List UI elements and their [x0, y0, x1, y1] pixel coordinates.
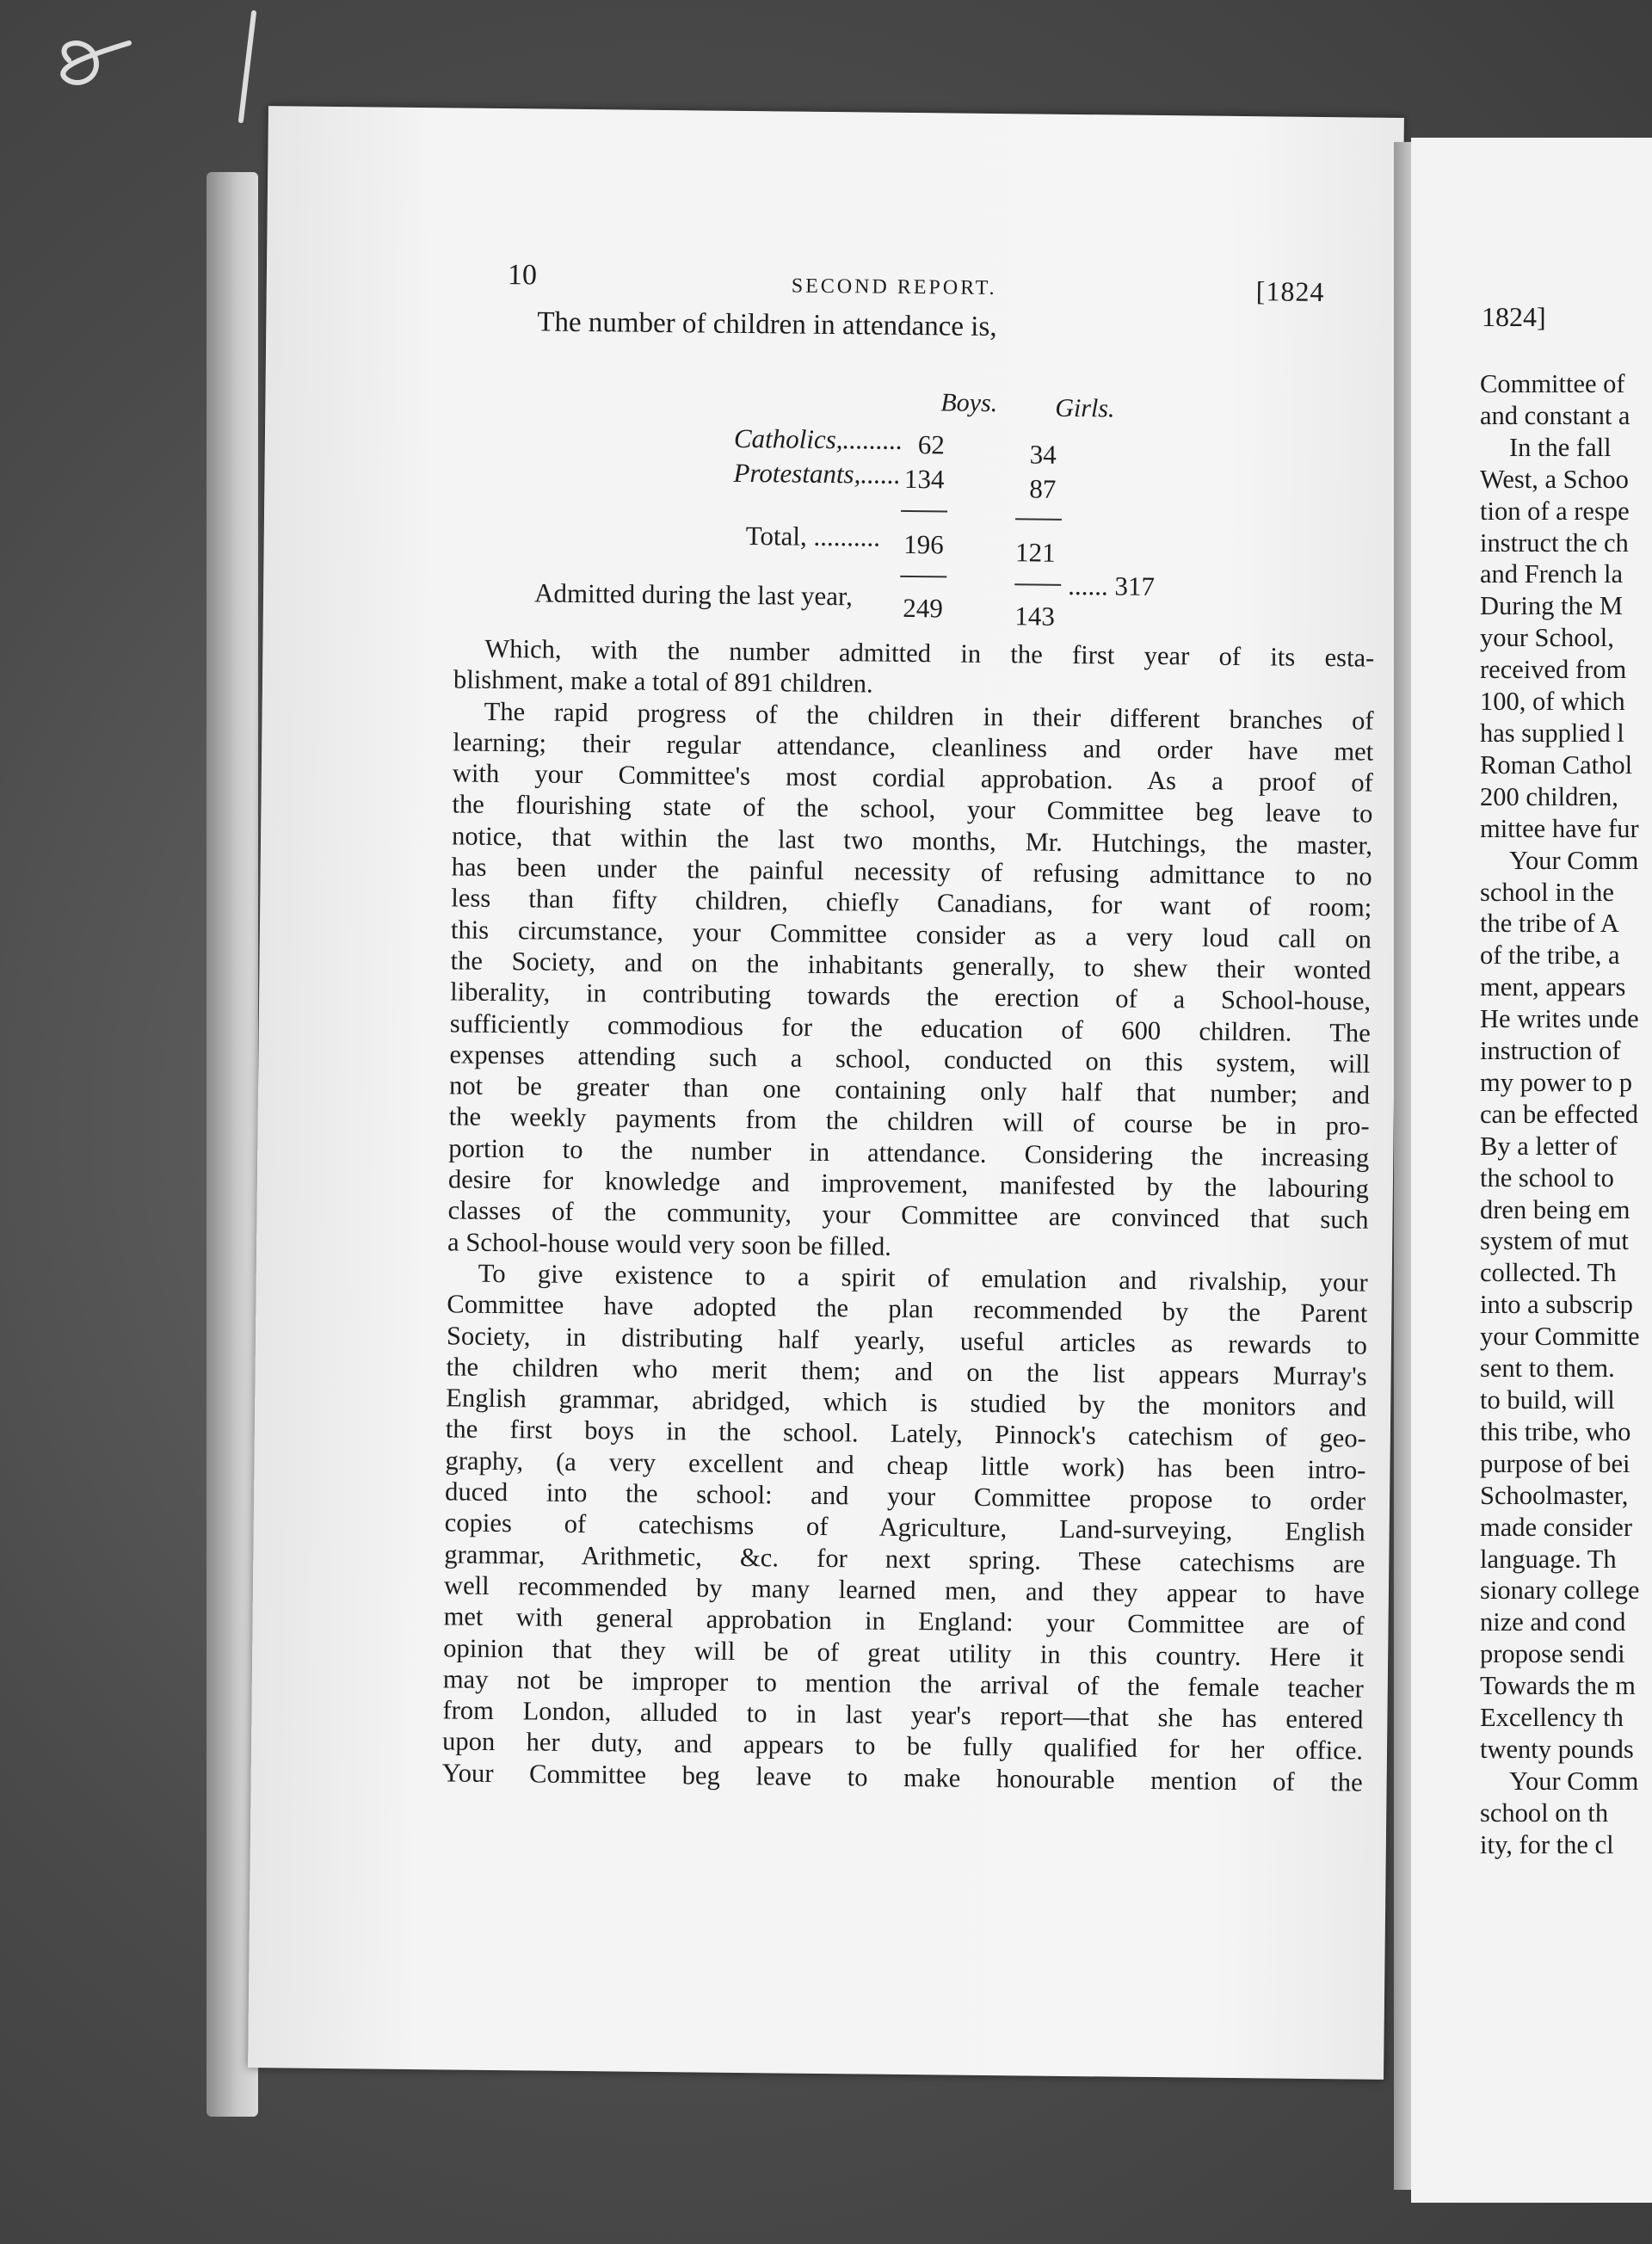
right-text-line: this tribe, who — [1480, 1416, 1631, 1446]
text-line: desire for knowledge and improvement, manifested by the labouring — [447, 1164, 1370, 1204]
text-line: a School-house would very soon be filled. — [447, 1227, 892, 1261]
text-line: classes of the community, your Committee are convinced that such — [447, 1195, 1369, 1235]
right-text-line: instruct the ch — [1480, 527, 1629, 558]
right-text-line: has supplied l — [1480, 718, 1624, 748]
right-text-line: tion of a respe — [1480, 496, 1630, 526]
right-text-line: school in the — [1480, 877, 1614, 907]
right-text-line: propose sendi — [1480, 1639, 1625, 1669]
col-header-girls: Girls. — [1055, 393, 1115, 423]
cell-catholics-girls: 34 — [1029, 439, 1057, 470]
right-text-line: twenty pounds — [1480, 1734, 1634, 1764]
right-text-line: instruction of — [1480, 1036, 1621, 1066]
right-text-line: In the fall — [1509, 432, 1612, 462]
right-text-line: language. Th — [1480, 1544, 1617, 1574]
rule — [901, 510, 947, 513]
cell-protestants-girls: 87 — [1029, 473, 1057, 504]
text-line: met with general approbation in England: your Committee are of — [443, 1601, 1365, 1641]
right-text-line: By a letter of — [1480, 1131, 1618, 1161]
right-text-line: nize and cond — [1480, 1607, 1626, 1637]
right-text-line: the tribe of A — [1480, 909, 1619, 939]
right-text-line: Excellency th — [1480, 1703, 1624, 1733]
handwritten-pencil-mark — [34, 9, 258, 129]
running-title: SECOND REPORT. — [791, 274, 997, 300]
text-line: To give existence to a spirit of emulation and rivalship, your — [478, 1258, 1368, 1298]
right-text-line: West, a Schoo — [1480, 464, 1629, 494]
right-page — [1411, 138, 1652, 2203]
right-text-line: Roman Cathol — [1480, 749, 1633, 780]
text-line: Which, with the number admitted in the first year of its esta- — [484, 633, 1375, 673]
cell-admitted-girls: 143 — [1014, 601, 1055, 632]
right-text-line: collected. Th — [1480, 1258, 1617, 1288]
right-text-line: During the M — [1480, 591, 1624, 621]
right-text-line: the school to — [1480, 1162, 1614, 1193]
text-line: portion to the number in attendance. Considering the increasing — [448, 1133, 1370, 1173]
right-page-text — [1480, 368, 1640, 1861]
text-line: grammar, Arithmetic, &c. for next spring. These catechisms are — [444, 1538, 1365, 1579]
row-label-catholics: Catholics,......... — [733, 422, 903, 455]
right-text-line: to build, will — [1480, 1385, 1615, 1415]
text-line: not be greater than one containing only half that number; and — [448, 1070, 1371, 1110]
cell-total-boys: 196 — [903, 528, 944, 560]
text-line: Your Committee beg leave to make honourable mention of the — [441, 1758, 1363, 1797]
text-line: well recommended by many learned men, and they appear to have — [443, 1570, 1365, 1610]
cell-catholics-boys: 62 — [917, 429, 946, 460]
right-text-line: Your Comm — [1509, 845, 1639, 875]
right-text-line: Committee of — [1480, 369, 1625, 398]
left-page — [248, 106, 1404, 2080]
text-line: the Society, and on the inhabitants generally, to shew their wonted — [450, 946, 1372, 985]
text-line: expenses attending such a school, conducted on this system, will — [449, 1039, 1371, 1079]
row-label-admitted: Admitted during the last year, — [533, 577, 854, 612]
text-line: blishment, make a total of 891 children. — [453, 664, 873, 699]
right-text-line: mittee have fur — [1480, 813, 1639, 843]
text-line: upon her duty, and appears to be fully qualified for her office. — [441, 1726, 1364, 1766]
text-line: this circumstance, your Committee consider as a very loud call on — [450, 915, 1372, 954]
text-line: English grammar, abridged, which is studied by the monitors and — [446, 1383, 1367, 1422]
body-text — [442, 632, 1375, 1797]
right-text-line: 100, of which — [1480, 687, 1625, 717]
row-label-total: Total, .......... — [745, 520, 881, 552]
right-text-line: and French la — [1480, 559, 1623, 589]
rule — [1014, 583, 1061, 586]
text-line: sufficiently commodious for the education of 600 children. The — [449, 1008, 1371, 1048]
text-line: notice, that within the last two months, Mr. Hutchings, the master, — [451, 821, 1373, 860]
right-text-line: your Committe — [1480, 1322, 1640, 1352]
cell-total-girls: 121 — [1014, 537, 1056, 568]
text-line: has been under the painful necessity of refusing admittance to no — [451, 852, 1372, 891]
right-text-line: Your Comm — [1509, 1766, 1639, 1796]
right-text-line: school on th — [1480, 1797, 1609, 1828]
right-text-line: ment, appears — [1480, 972, 1626, 1002]
text-line: The rapid progress of the children in their different branches of — [484, 696, 1374, 736]
right-text-line: Schoolmaster, — [1480, 1480, 1629, 1510]
text-line: liberality, in contributing towards the erection of a School-house, — [450, 977, 1372, 1016]
text-line: from London, alluded to in last year's report—that she has entered — [442, 1695, 1364, 1735]
text-line: copies of catechisms of Agriculture, Land-surveying, English — [444, 1507, 1365, 1547]
text-line: less than fifty children, chiefly Canadians, for want of room; — [451, 883, 1372, 923]
rule — [1015, 518, 1062, 521]
right-text-line: He writes unde — [1480, 1004, 1639, 1034]
right-text-line: my power to p — [1480, 1067, 1633, 1097]
right-text-line: your School, — [1480, 623, 1614, 653]
col-header-boys: Boys. — [940, 388, 998, 418]
book-gutter — [1394, 142, 1411, 2190]
text-line: Society, in distributing half yearly, useful articles as rewards to — [446, 1320, 1368, 1360]
right-year-bracket: 1824] — [1482, 301, 1546, 332]
text-line: with your Committee's most cordial approbation. As a proof of — [452, 758, 1373, 798]
right-text-line: Towards the m — [1480, 1671, 1636, 1701]
cell-admitted-boys: 249 — [903, 592, 944, 624]
right-text-line: can be effected — [1480, 1099, 1638, 1129]
text-line: Committee have adopted the plan recommended by the Parent — [447, 1289, 1368, 1329]
rule — [900, 576, 946, 578]
right-text-line: sent to them. — [1480, 1353, 1615, 1384]
right-text-line: sionary college — [1480, 1575, 1640, 1606]
page-number: 10 — [507, 259, 538, 292]
text-line: the weekly payments from the children will of course be in pro- — [448, 1101, 1370, 1142]
right-text-line: made consider — [1480, 1512, 1632, 1542]
right-text-line: received from — [1480, 655, 1627, 685]
text-line: graphy, (a very excellent and cheap little work) has been intro- — [445, 1446, 1366, 1485]
text-line: opinion that they will be of great utility in this country. Here it — [443, 1632, 1365, 1673]
text-line: may not be improper to mention the arrival of the female teacher — [442, 1664, 1364, 1704]
right-text-line: purpose of bei — [1480, 1448, 1630, 1478]
right-text-line: into a subscrip — [1480, 1290, 1633, 1320]
row-label-protestants: Protestants,...... — [733, 457, 902, 490]
text-line: the children who merit them; and on the list appears Murray's — [446, 1352, 1367, 1391]
intro-line: The number of children in attendance is, — [537, 306, 997, 343]
grand-total: ...... 317 — [1068, 570, 1156, 601]
text-line: the flourishing state of the school, your Committee beg leave to — [452, 789, 1373, 829]
cell-protestants-boys: 134 — [903, 463, 945, 495]
right-text-line: of the tribe, a — [1480, 940, 1620, 971]
right-text-line: 200 children, — [1480, 781, 1618, 811]
text-line: learning; their regular attendance, cleanliness and order have met — [453, 727, 1374, 767]
right-text-line: system of mut — [1480, 1226, 1629, 1256]
year-bracket: [1824 — [1255, 275, 1325, 308]
text-line: the first boys in the school. Lately, Pinnock's catechism of geo- — [445, 1414, 1367, 1454]
right-text-line: and constant a — [1480, 400, 1630, 430]
right-text-line: ity, for the cl — [1480, 1829, 1614, 1859]
text-line: duced into the school: and your Committee propose to order — [444, 1476, 1366, 1516]
right-text-line: dren being em — [1480, 1194, 1630, 1224]
